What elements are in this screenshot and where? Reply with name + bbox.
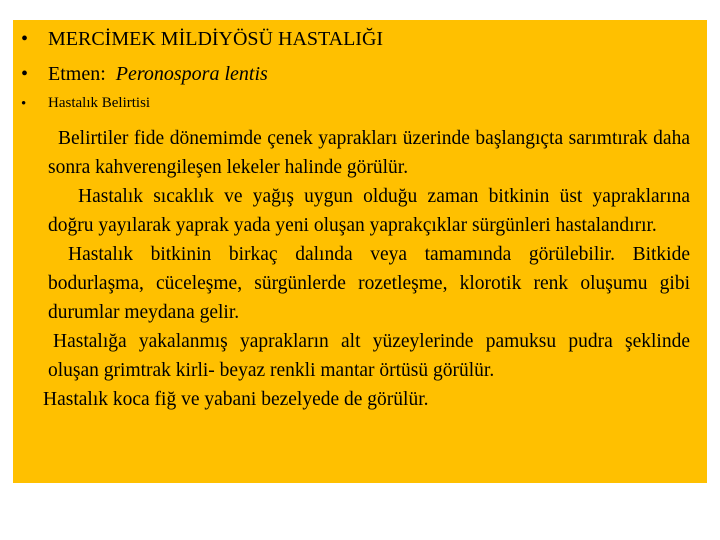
paragraph-1: Belirtiler fide dönemimde çenek yaprakları üzerinde başlangıçta sarımtırak daha sonra kahverengileşen lekeler halinde görülür. [48,128,690,178]
paragraph-2: Hastalık sıcaklık ve yağış uygun olduğu zaman bitkinin üst yapraklarına doğru yayılarak yaprak yada yeni oluşan yaprakçıklar sürgünleri hastalandırır. [48,186,690,236]
pathogen-label: Etmen: [48,63,106,85]
bullet-marker: • [21,63,29,85]
content-panel [13,20,707,483]
symptom-heading: Hastalık Belirtisi [48,95,151,111]
paragraph-4: Hastalığa yakalanmış yaprakların alt yüzeylerinde pamuksu pudra şeklinde oluşan grimtrak kirli- beyaz renkli mantar örtüsü görülür. [48,331,690,381]
bullet-marker: • [21,96,27,112]
symptom-description [43,124,690,414]
paragraph-3: Hastalık bitkinin birkaç dalında veya tamamında görülebilir. Bitkide bodurlaşma, cüceleşme, sürgünlerde rozetleşme, klorotik renk oluşumu gibi durumlar meydana gelir. [48,244,690,323]
paragraph-5: Hastalık koca fiğ ve yabani bezelyede de görülür. [43,389,429,410]
pathogen-name: Peronospora lentis [115,63,268,85]
pathogen-line [48,63,268,86]
bullet-marker: • [21,28,29,50]
disease-title: MERCİMEK MİLDİYÖSÜ HASTALIĞI [48,28,384,50]
